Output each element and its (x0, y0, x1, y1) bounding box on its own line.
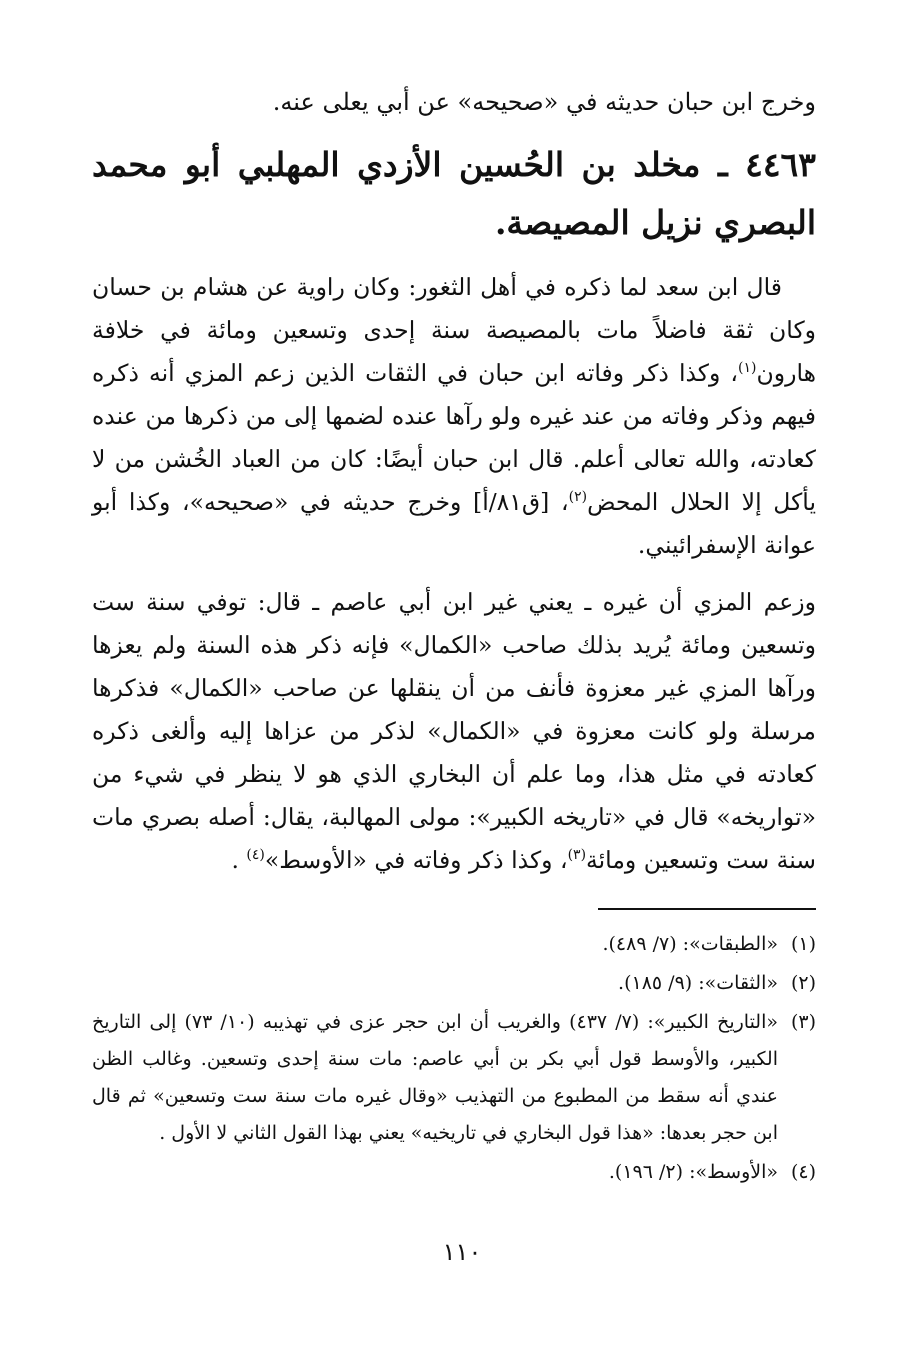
footnote-text: «الطبقات»: (٧/ ٤٨٩). (602, 933, 778, 955)
footnote-1 (92, 926, 816, 963)
footnote-ref-4: (٤) (246, 847, 265, 864)
footnote-number: (٢) (790, 972, 816, 994)
paragraph2-text-b: ، وكذا ذكر وفاته في «الأوسط» (264, 846, 568, 874)
footnotes (92, 926, 816, 1191)
paragraph2-text-a: وزعم المزي أن غيره ـ يعني غير ابن أبي عاصم ـ قال: توفي سنة ست وتسعين ومائة يُريد بذلك صاحب «الكمال» فإنه ذكر هذه السنة ولم يعزها ورآها المزي غير معزوة فأنف من أن ينقلها عن صاحب «الكمال» فذكرها مرسلة ولو كانت معزوة في «الكمال» لذكر من عزاها إليه وألغى ذكره كعادته في مثل هذا، وما علم أن البخاري الذي هو لا ينظر في شيء من «تواريخه» قال في «تاريخه الكبير»: مولى المهالبة، يقال: أصله بصري مات سنة ست وتسعين ومائة (92, 588, 816, 874)
footnote-ref-3: (٣) (567, 847, 587, 864)
entry-number: ٤٤٦٣ (745, 145, 816, 184)
entry-title: مخلد بن الحُسين الأزدي المهلبي أبو محمد البصري نزيل المصيصة. (92, 145, 816, 242)
footnote-number: (١) (790, 933, 816, 955)
footnote-number: (٣) (790, 1011, 816, 1033)
paragraph-mizzi (92, 581, 816, 882)
footnote-divider (598, 908, 816, 910)
footnote-ref-1: (١) (738, 360, 757, 377)
intro-line: وخرج ابن حبان حديثه في «صحيحه» عن أبي يعلى عنه. (272, 88, 816, 116)
footnote-text: «الثقات»: (٩/ ١٨٥). (618, 972, 778, 994)
footnote-text: «التاريخ الكبير»: (٧/ ٤٣٧) والغريب أن ابن حجر عزى في تهذيبه (١٠/ ٧٣) إلى التاريخ الكبير، والأوسط قول أبي بكر بن أبي عاصم: مات سنة إحدى وتسعين. وغالب الظن عندي أنه سقط من المطبوع من التهذيب «وقال غيره مات سنة ست وتسعين» ثم قال ابن حجر بعدها: «هذا قول البخاري في تاريخيه» يعني بهذا القول الثاني لا الأول . (92, 1011, 778, 1144)
footnote-3 (92, 1004, 816, 1152)
footnote-number: (٤) (790, 1161, 816, 1183)
entry-dash: ـ (700, 145, 728, 184)
paragraph1-text-b: ، وكذا ذكر وفاته ابن حبان في الثقات الذين زعم المزي أنه ذكره فيهم وذكر وفاته من عند غيره ولو رآها عنده لضمها إلى من ذكرها من عنده كعادته، والله تعالى أعلم. قال ابن حبان أيضًا: كان من العباد الخُشن من لا يأكل إلا الحلال المحض (92, 359, 816, 516)
page-number: ١١٠ (442, 1238, 482, 1266)
paragraph-ibn-saad (92, 266, 816, 567)
entry-heading (92, 136, 816, 252)
paragraph1-text-a: قال ابن سعد لما ذكره في أهل الثغور: وكان راوية عن هشام بن حسان وكان ثقة فاضلاً مات بالمصيصة سنة إحدى وتسعين ومائة في خلافة هارون (92, 273, 816, 387)
footnote-2 (92, 965, 816, 1002)
footnote-text: «الأوسط»: (٢/ ١٩٦). (608, 1161, 778, 1183)
footnote-ref-2: (٢) (568, 489, 588, 506)
paragraph1-text-c: ، [ق٨١/أ] وخرج حديثه في «صحيحه»، وكذا أبو عوانة الإسفرائيني. (92, 488, 816, 559)
footnote-4 (92, 1154, 816, 1191)
paragraph2-text-c: . (231, 846, 247, 874)
